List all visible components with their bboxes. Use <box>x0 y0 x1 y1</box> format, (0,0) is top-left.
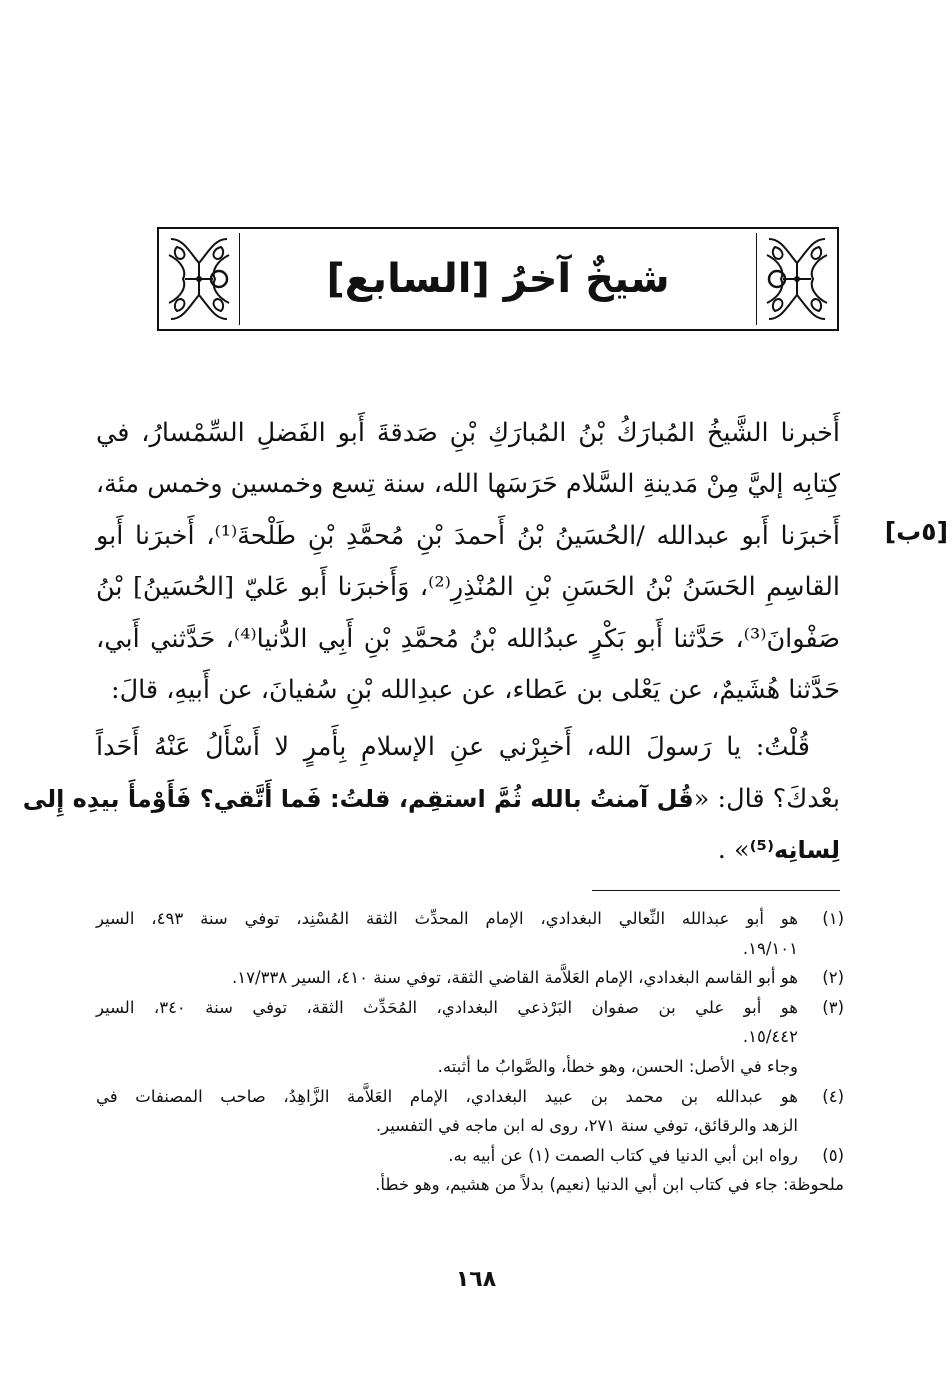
text-line <box>96 825 840 876</box>
footnote-number: (٤) <box>822 1086 844 1106</box>
chapter-heading-frame <box>157 227 839 331</box>
footnote-3 <box>96 993 844 1052</box>
chapter-title: شيخٌ آخرُ [السابع] <box>326 256 670 302</box>
manuscript-folio-ref: [٥ب] <box>884 517 948 546</box>
footnote-line: هو أبو عبدالله النِّعالي البغدادي، الإمام المحدِّث الثقة المُسْنِد، توفي سنة ٤٩٣، السير <box>96 909 798 928</box>
text-line: أَخبرَنا أَبو عبدالله /الحُسَينُ بْنُ أَحمدَ بْنِ مُحمَّدِ بْنِ طَلْحةَ⁽¹⁾، أَخبرَنا أَبو <box>96 520 840 551</box>
footnote-1 <box>96 904 844 963</box>
text-line: حَدَّثنا هُشَيمٌ، عن يَعْلى بن عَطاء، عن عبدِالله بْنِ سُفيانَ، عن أَبيهِ، قالَ: <box>111 674 840 705</box>
footnote-2 <box>96 963 844 993</box>
text-line <box>22 774 840 825</box>
footnote-number: (١) <box>822 909 844 928</box>
page-number: ١٦٨ <box>455 1267 497 1292</box>
ornament-right-icon <box>761 233 833 325</box>
hadith-text: قُل آمنتُ بالله ثُمَّ استقِم، قلتُ: فَما أَتَّقي؟ فَأَوْمأَ بيدِه إِلى <box>22 784 694 813</box>
hadith-text-end: لِسانِه⁽⁵⁾ <box>749 836 840 865</box>
footnote-body <box>96 1141 798 1171</box>
text-line: قُلْتُ: يا رَسولَ الله، أَخبِرْني عنِ الإسلامِ بِأَمرٍ لا أَسْأَلُ عَنْهُ أَحَداً <box>96 732 810 763</box>
footnote-number: (٣) <box>822 997 844 1017</box>
text-line: صَفْوانَ⁽³⁾، حَدَّثنا أَبو بَكْرٍ عبدُالله بْنُ مُحمَّدِ بْنِ أَبِي الدُّنيا⁽⁴⁾، حَدَّثني أَبي، <box>96 623 840 654</box>
footnote-number: (٢) <box>822 968 844 988</box>
footnote-line: ١٥/٤٤٢. <box>742 1027 798 1047</box>
footnote-line: هو أبو القاسم البغدادي، الإمام العَلاَّمة القاضي الثقة، توفي سنة ٤١٠، السير ١٧/٣٣٨. <box>232 968 798 988</box>
footnote-body <box>96 993 798 1052</box>
footnote-body <box>96 1082 798 1141</box>
footnote-line: هو عبدالله بن محمد بن عبيد البغدادي، الإمام العَلاَّمة الزَّاهِدُ، صاحب المصنفات في <box>96 1086 798 1106</box>
closing-quote: » . <box>717 835 750 866</box>
footnote-line: هو أبو علي بن صفوان البَرْذعي البغدادي، المُحَدِّث الثقة، توفي سنة ٣٤٠، السير <box>96 997 799 1017</box>
text-line: أَخبرنا الشَّيخُ المُبارَكُ بْنُ المُبارَكِ بْنِ صَدقةَ أَبو الفَضلِ السِّمْسارُ، في <box>96 418 840 448</box>
footnote-remark: ملحوظة: جاء في كتاب ابن أبي الدنيا (نعيم) بدلاً من هشيم، وهو خطأ. <box>375 1175 844 1195</box>
frame-divider-left <box>239 233 240 325</box>
text-line: القاسِمِ الحَسَنُ بْنُ الحَسَنِ بْنِ المُنْذِرِ⁽²⁾، وَأَخبرَنا أَبو عَليّ [الحُسَينُ] بْنُ <box>96 572 840 603</box>
ornament-left-icon <box>163 233 235 325</box>
footnote-separator <box>592 890 840 891</box>
footnote-line: رواه ابن أبي الدنيا في كتاب الصمت (١) عن أبيه به. <box>448 1145 798 1165</box>
footnote-5 <box>96 1141 844 1171</box>
footnote-3-addendum: وجاء في الأصل: الحسن، وهو خطأ، والصَّوابُ ما أثبته. <box>437 1056 798 1076</box>
footnote-number: (٥) <box>822 1145 844 1165</box>
footnote-body <box>96 963 798 993</box>
footnote-line: الزهد والرقائق، توفي سنة ٢٧١، روى له ابن ماجه في التفسير. <box>375 1116 798 1136</box>
footnote-body <box>96 904 798 963</box>
frame-divider-right <box>756 233 757 325</box>
footnote-line: ١٩/١٠١. <box>742 938 798 958</box>
main-text <box>22 408 840 877</box>
text-line: كِتابِه إليَّ مِنْ مَدينةِ السَّلام حَرَسَها الله، سنة تِسع وخمسين وخمس مئة، <box>95 469 840 500</box>
question-text: بعْدكَ؟ قال: « <box>693 783 840 814</box>
footnotes <box>96 904 844 1200</box>
footnote-4 <box>96 1082 844 1141</box>
